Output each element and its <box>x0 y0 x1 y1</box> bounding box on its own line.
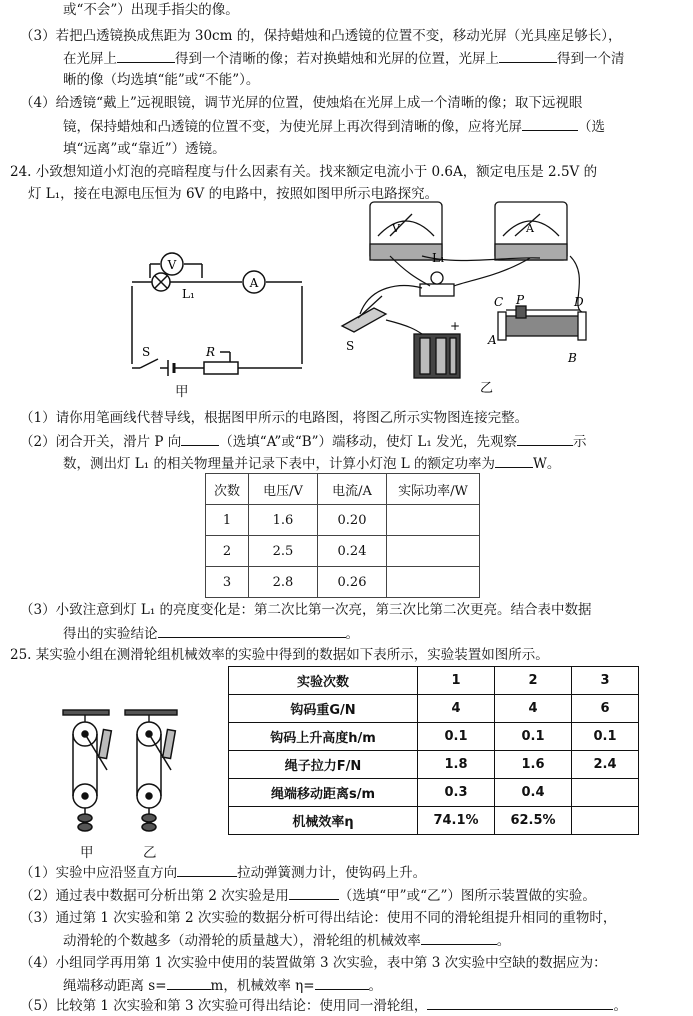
text: （5）比较第 1 次实验和第 3 次实验可得出结论：使用同一滑轮组， <box>20 998 428 1014</box>
answer-blank[interactable] <box>315 975 369 990</box>
ammeter-label: A <box>249 276 259 290</box>
table-row <box>206 505 480 536</box>
text: 示 <box>573 434 587 450</box>
q25-s3-line2 <box>63 930 510 951</box>
lamp-label: L₁ <box>182 287 195 301</box>
rheostat-b-label: B <box>568 351 577 365</box>
rheostat-end-a-label: A <box>488 333 497 347</box>
lamp-device-label: L₁ <box>432 251 445 265</box>
text: 。 <box>496 933 511 949</box>
lamp-device <box>420 272 454 296</box>
table-cell: 4 <box>418 695 495 723</box>
table-header: 实际功率/W <box>387 474 480 505</box>
q24-s3-line2 <box>63 623 359 644</box>
q23-part3-line2 <box>63 48 625 69</box>
apparatus-diagram-yi <box>330 196 610 401</box>
table-cell-blank[interactable] <box>572 807 639 835</box>
text: 。 <box>368 978 383 994</box>
table-cell: 钩码重G/N <box>229 695 418 723</box>
table-cell: 2.8 <box>249 567 318 598</box>
answer-blank[interactable] <box>427 995 613 1010</box>
text: （2）闭合开关，滑片 P 向 <box>20 434 182 450</box>
table-row <box>229 751 639 779</box>
pulley-label-jia: 甲 <box>80 845 94 861</box>
answer-blank[interactable] <box>289 885 339 900</box>
text: 得出的实验结论 <box>63 626 158 642</box>
q23-line0: 或“不会”）出现手指尖的像。 <box>63 2 239 18</box>
table-cell: 3 <box>206 567 249 598</box>
text: m，机械效率 η= <box>210 978 315 994</box>
answer-blank[interactable] <box>167 975 211 990</box>
q23-part3-line3: 晰的像（均选填“能”或“不能”）。 <box>63 72 260 88</box>
table-cell: 绳端移动距离s/m <box>229 779 418 807</box>
fig-label-yi-24: 乙 <box>480 381 494 396</box>
table-cell: 0.1 <box>495 723 572 751</box>
answer-blank[interactable] <box>117 48 175 63</box>
text: W。 <box>533 456 561 472</box>
answer-blank[interactable] <box>499 48 557 63</box>
answer-blank[interactable] <box>522 116 578 131</box>
answer-blank[interactable] <box>181 431 219 446</box>
q25-s5 <box>20 995 627 1016</box>
answer-blank[interactable] <box>517 431 573 446</box>
text: 得到一个清晰的像；若对换蜡烛和光屏的位置，光屏上 <box>175 51 499 67</box>
answer-blank[interactable] <box>495 453 533 468</box>
text: 。 <box>345 626 359 642</box>
table-cell: 2.4 <box>572 751 639 779</box>
q24-s2-line1 <box>20 431 587 452</box>
fig-label-jia: 甲 <box>175 384 189 400</box>
table-cell-blank[interactable] <box>572 779 639 807</box>
text: 数，测出灯 L₁ 的相关物理量并记录下表中，计算小灯泡 L 的额定功率为 <box>63 456 496 472</box>
q24-intro-line2: 灯 L₁，接在电源电压恒为 6V 的电路中，按照如图甲所示电路探究。 <box>28 186 439 202</box>
table-cell: 62.5% <box>495 807 572 835</box>
q24-data-table <box>205 473 480 598</box>
table-header: 实验次数 <box>229 667 418 695</box>
switch-device <box>342 296 386 332</box>
q25-intro: 25. 某实验小组在测滑轮组机械效率的实验中得到的数据如下表所示，实验装置如图所示。 <box>10 647 549 663</box>
spring-scale-jia <box>99 730 112 759</box>
text: 动滑轮的个数越多（动滑轮的质量越大），滑轮组的机械效率 <box>63 933 421 949</box>
table-row <box>206 567 480 598</box>
text: 得到一个清 <box>557 51 625 67</box>
table-cell: 74.1% <box>418 807 495 835</box>
q23-part4-line1: （4）给透镜“戴上”远视眼镜，调节光屏的位置，使烛焰在光屏上成一个清晰的像；取下远视眼 <box>20 95 583 111</box>
table-header: 1 <box>418 667 495 695</box>
table-cell: 1 <box>206 505 249 536</box>
text: （选 <box>578 119 605 135</box>
pulley-label-yi: 乙 <box>143 845 157 861</box>
text: （1）实验中应沿竖直方向 <box>20 865 178 881</box>
voltmeter-device-label: V <box>392 222 400 235</box>
table-header-row <box>206 474 480 505</box>
text: 镜，保持蜡烛和凸透镜的位置不变，为使光屏上再次得到清晰的像，应将光屏 <box>63 119 522 135</box>
text: （2）通过表中数据可分析出第 2 次实验是用 <box>20 888 289 904</box>
table-cell-blank[interactable] <box>387 536 480 567</box>
weight-jia <box>78 814 92 822</box>
table-row <box>206 536 480 567</box>
switch-device-label: S <box>346 339 355 353</box>
q24-s1: （1）请你用笔画线代替导线，根据图甲所示的电路图，将图乙所示实物图连接完整。 <box>20 410 529 426</box>
table-cell-blank[interactable] <box>387 567 480 598</box>
weight-yi <box>142 814 156 822</box>
q25-s3-line1: （3）通过第 1 次实验和第 2 次实验的数据分析可得出结论：使用不同的滑轮组提升相同的重物时， <box>20 910 617 926</box>
table-cell: 0.1 <box>572 723 639 751</box>
q25-s4-line2 <box>63 975 382 996</box>
table-row <box>229 695 639 723</box>
table-cell-blank[interactable] <box>387 505 480 536</box>
rheostat-device <box>498 306 586 340</box>
table-header-row <box>229 667 639 695</box>
table-row <box>229 807 639 835</box>
rheostat-c-label: C <box>494 295 504 309</box>
pulley-diagram <box>55 708 195 843</box>
answer-blank[interactable] <box>177 862 237 877</box>
table-header: 2 <box>495 667 572 695</box>
rheostat-d-label: D <box>574 295 584 309</box>
table-cell: 绳子拉力F/N <box>229 751 418 779</box>
switch-label: S <box>142 345 151 359</box>
table-cell: 0.4 <box>495 779 572 807</box>
rheostat-label: R <box>206 345 216 359</box>
table-cell: 1.8 <box>418 751 495 779</box>
q24-s2-line2 <box>63 453 560 474</box>
voltmeter-label: V <box>167 258 177 272</box>
table-cell: 0.20 <box>318 505 387 536</box>
table-header: 3 <box>572 667 639 695</box>
q23-part4-line2 <box>63 116 605 137</box>
table-header: 次数 <box>206 474 249 505</box>
q24-s3-line1: （3）小致注意到灯 L₁ 的亮度变化是：第二次比第一次亮，第三次比第二次更亮。结合表中数据 <box>20 602 592 618</box>
table-cell: 2.5 <box>249 536 318 567</box>
table-row <box>229 723 639 751</box>
table-cell: 6 <box>572 695 639 723</box>
spring-scale-yi <box>163 730 176 759</box>
text: 在光屏上 <box>63 51 117 67</box>
rheostat-p-label: P <box>516 293 525 307</box>
text: 绳端移动距离 s= <box>63 978 167 994</box>
text: 拉动弹簧测力计，使钩码上升。 <box>237 865 427 881</box>
table-cell: 0.26 <box>318 567 387 598</box>
ammeter-device-label: A <box>526 222 534 235</box>
text: （选填“A”或“B”）端移动，使灯 L₁ 发光，先观察 <box>219 434 518 450</box>
table-header: 电流/A <box>318 474 387 505</box>
text: （选填“甲”或“乙”）图所示装置做的实验。 <box>338 888 596 904</box>
q25-s1 <box>20 862 426 883</box>
table-cell: 4 <box>495 695 572 723</box>
answer-blank[interactable] <box>158 623 346 638</box>
table-cell: 1.6 <box>249 505 318 536</box>
battery-plus-label: + <box>450 319 461 333</box>
table-cell: 0.24 <box>318 536 387 567</box>
q25-s2 <box>20 885 596 906</box>
table-header: 电压/V <box>249 474 318 505</box>
q23-part4-line3: 填“远离”或“靠近”）透镜。 <box>63 141 226 157</box>
table-row <box>229 779 639 807</box>
table-cell: 钩码上升高度h/m <box>229 723 418 751</box>
answer-blank[interactable] <box>421 930 497 945</box>
q24-intro-line1: 24. 小致想知道小灯泡的亮暗程度与什么因素有关。找来额定电流小于 0.6A，额定电压是 2.5V 的 <box>10 164 598 180</box>
battery-device <box>414 334 460 378</box>
q25-s4-line1: （4）小组同学再用第 1 次实验中使用的装置做第 3 次实验，表中第 3 次实验中空缺的数据应为： <box>20 955 607 971</box>
circuit-diagram-jia <box>120 248 320 398</box>
table-cell: 2 <box>206 536 249 567</box>
table-cell: 机械效率η <box>229 807 418 835</box>
table-cell: 0.3 <box>418 779 495 807</box>
table-cell: 1.6 <box>495 751 572 779</box>
q23-part3-line1: （3）若把凸透镜换成焦距为 30cm 的，保持蜡烛和凸透镜的位置不变，移动光屏（光具座足够长）， <box>20 28 622 44</box>
table-cell: 0.1 <box>418 723 495 751</box>
q25-data-table <box>228 666 639 835</box>
text: 。 <box>613 998 627 1014</box>
